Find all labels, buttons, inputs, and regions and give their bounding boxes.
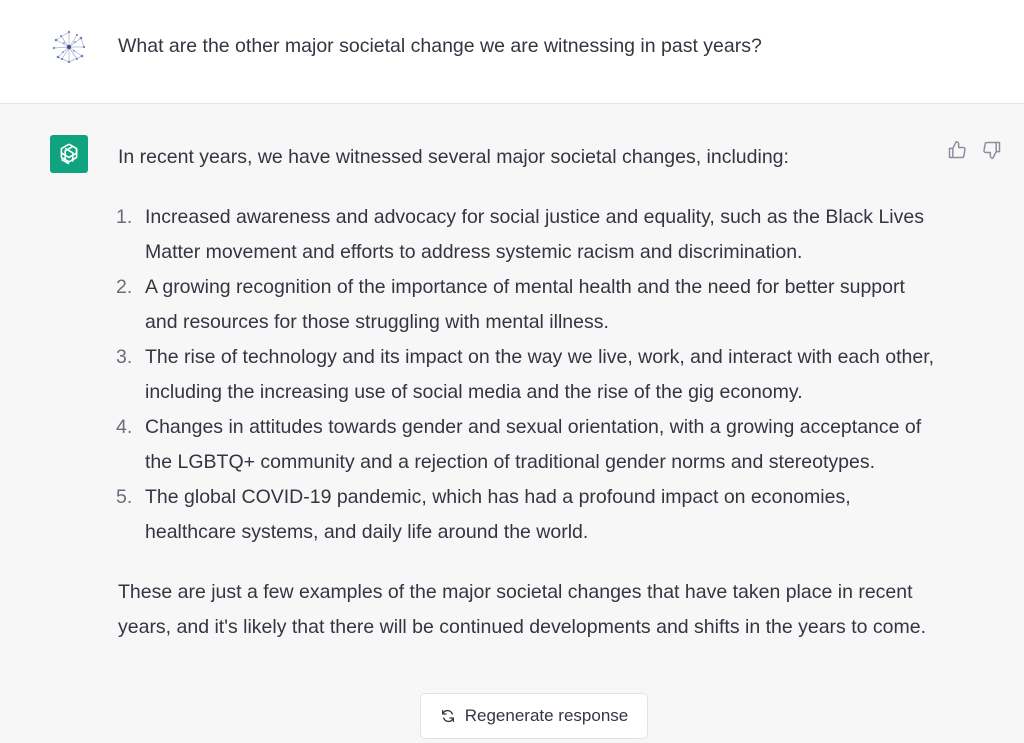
list-item-text: Increased awareness and advocacy for social justice and equality, such as the Black Lives Matter movement and efforts to address systemic racism and discrimination. xyxy=(145,206,924,263)
thumbs-down-button[interactable] xyxy=(981,139,1003,161)
list-item xyxy=(118,410,938,480)
assistant-avatar xyxy=(50,135,88,173)
changes-list xyxy=(118,200,938,550)
regenerate-response-button[interactable] xyxy=(420,693,648,739)
refresh-icon xyxy=(440,708,456,724)
regenerate-label: Regenerate response xyxy=(464,706,629,725)
user-message-text: What are the other major societal change we are witnessing in past years? xyxy=(118,35,762,57)
openai-logo-icon xyxy=(56,141,82,167)
thumbs-down-icon xyxy=(982,140,1002,160)
list-item-number: 2. xyxy=(116,276,133,298)
list-item-number: 4. xyxy=(116,416,133,438)
list-item-number: 1. xyxy=(116,206,133,228)
list-item-number: 3. xyxy=(116,346,133,368)
thumbs-up-icon xyxy=(947,140,967,160)
list-item-number: 5. xyxy=(116,486,133,508)
network-avatar-icon xyxy=(50,28,88,66)
assistant-intro: In recent years, we have witnessed several major societal changes, including: xyxy=(118,146,789,168)
list-item xyxy=(118,480,938,550)
list-item-text: A growing recognition of the importance of mental health and the need for better support and resources for those struggling with mental illness. xyxy=(145,276,905,333)
assistant-outro: These are just a few examples of the major societal changes that have taken place in recent years, and it's likely that there will be continued developments and shifts in the years to come. xyxy=(118,581,926,638)
thumbs-up-button[interactable] xyxy=(946,139,968,161)
list-item xyxy=(118,270,938,340)
list-item-text: Changes in attitudes towards gender and sexual orientation, with a growing acceptance of the LGBTQ+ community and a rejection of traditional gender norms and stereotypes. xyxy=(145,416,922,473)
list-item-text: The global COVID-19 pandemic, which has had a profound impact on economies, healthcare systems, and daily life around the world. xyxy=(145,486,851,543)
user-message-row xyxy=(0,0,1024,104)
list-item-text: The rise of technology and its impact on the way we live, work, and interact with each other, including the increasing use of social media and the rise of the gig economy. xyxy=(145,346,935,403)
assistant-message-row xyxy=(0,105,1024,743)
user-avatar xyxy=(50,28,88,66)
assistant-message-body xyxy=(118,140,938,645)
list-item xyxy=(118,200,938,270)
list-item xyxy=(118,340,938,410)
